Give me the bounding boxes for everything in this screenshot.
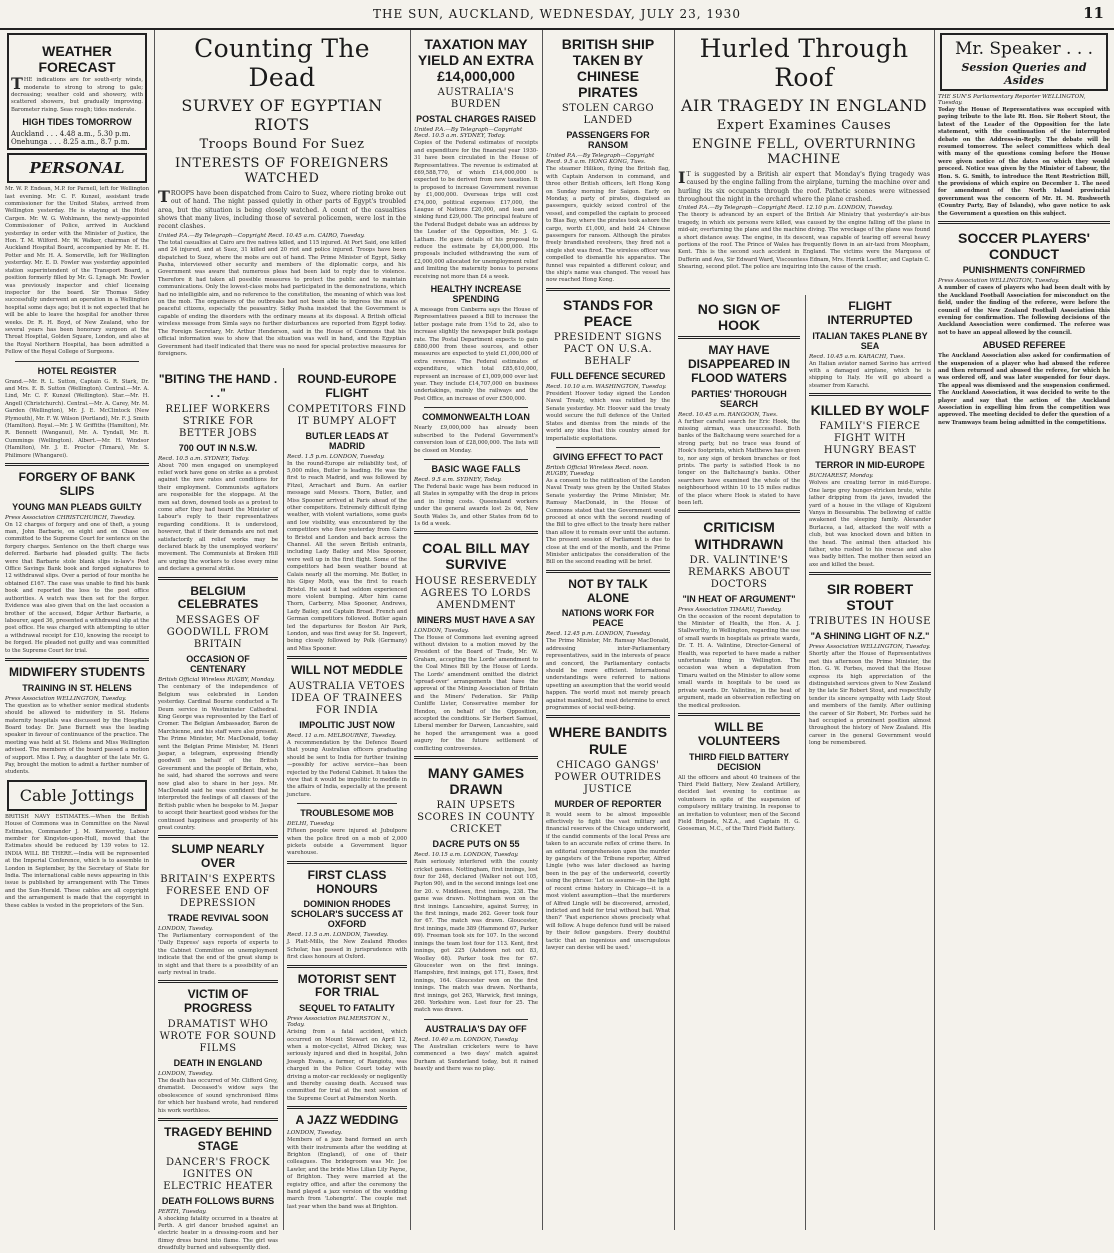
bandits-deck2: MURDER OF REPORTER bbox=[554, 798, 662, 809]
tragedy-text: A shocking fatality occurred in a theatre at Perth. A girl dancer brushed against an electric heater in a dressing-room and her flimsy dress burst into flame. The girl was dreadfully burned and subsequently died. bbox=[158, 1215, 278, 1252]
criticism-deck1: DR. VALINTINE'S REMARKS ABOUT DOCTORS bbox=[688, 554, 790, 590]
heavy-text: A message from Canberra says the House of Representatives passed a Bill to increase the letter postage rate from 1½d to 2d, also to increase slightly the newspaper bulk postage rate. The Postal Department expects to gain £880,000 from these sources, and other measures are expected to yield £1,000,000 of extra revenue. The Federal estimates of expenditure, which total £85,610,000, represent an increase of £1,009,000 over last year. They include £14,707,000 on business undertakings, mainly the railways and the Post Office, an increase of over £500,000. bbox=[414, 307, 538, 402]
column-2 bbox=[154, 30, 409, 1252]
forgery-credit: Press Association CHRISTCHURCH, Tuesday. bbox=[5, 514, 136, 521]
bandits-text: It would seem to be almost impossible effectively to fight the vast military and financial reserves of the Chicago underworld, if the candid comments of the local Press are taken to an accurate reflex of crime there. In an editorial comprehension upon the murder by gangsters of the Tribune reporter, Alfred Lingle (who was later disclosed as having been in the pay of the underworld, covertly using the phrase: 'Let us assume—in the light of recent crime history in Chicago—it is a most violent assumption—that the murderers of Alfred Lingle will be discovered, arrested, indicted and held for trial without bail. What then?' 'Past experience shows precisely what will follow. A huge defence fund will be raised by their fellow gangsters. Every doubtful tactic that an ingenious and unscrupulous lawyer can devise will be used.' bbox=[546, 811, 670, 951]
midwifery-deck: TRAINING IN ST. HELENS bbox=[22, 682, 132, 693]
battery-deck1: THIRD FIELD BATTERY DECISION bbox=[689, 751, 789, 772]
hotel-text: Grand.—Mr. R. L. Sutton, Captain G. R. Stark, Dr. and Mrs. E. B. Sutton (Wellington). Central.—Mr. A. Lind, Mr. C. F. Kunzel (Wellington). Star.—Mr. H. Angell (Christchurch). Central.—Mr. A. Carey, Mr. M. Garden (Wellington), Mr. J. E. McClintock (New Plymouth), Mr. F. W. Wilson (Portland), Mr. F. J. Smith (Hamilton). Royal.—Mr. J. W. Griffiths (Hamilton), Mr. R. Bennett (Wanganui), Mr. A. Tyndall, Mr. R. Cummings (Wellington). Albert.—Mr. H. Windsor (Hamilton), Mr. J. E. Proctor (Timaru), Mr. S. Philimore (Whangarei). bbox=[5, 378, 149, 459]
midwifery-heading: MIDWIFERY STUDENTS bbox=[8, 664, 145, 679]
wolf-credit: BUCHAREST, Monday. bbox=[809, 473, 874, 480]
victim-credit: LONDON, Tuesday. bbox=[158, 1071, 213, 1078]
biting-credit: Recd. 10.5 a.m. SYDNEY, Today. bbox=[158, 455, 250, 462]
ship-text: The steamer Hilikon, flying the British flag, with Captain Anderson in command, and three other British officers, left Hong Kong on Sunday morning for Saigon. Early on Monday, a party of pirates, disguised as passengers, quickly seized control of the vessel, and compelled the captain to proceed to Bias Bay, where the pirates took ashore the cargo, worth £1,000, and held 24 Chinese passengers for ransom. Although the pirates freely brandished revolvers, they fired not a single shot was fired. The wireless officer was compelled to dismantle his apparatus. The funnel was repainted a different colour, and the ship's name was changed. The vessel has now reached Hong Kong. bbox=[546, 166, 670, 284]
coal-credit: LONDON, Tuesday. bbox=[414, 627, 469, 634]
stout-text: Shortly after the House of Representatives met this afternoon the Prime Minister, the Hon. G. W. Forbes, moved that the House express its high appreciation of the distinguished services given to New Zealand by the late Sir Robert Stout, and respectfully tender its sincere sympathy with Lady Stout and members of the family. After outlining the career of Sir Robert, Mr. Forbes said he had occupied a prominent position almost throughout the history of New Zealand. His career in the general Government would long be remembered. bbox=[809, 651, 931, 747]
column-3 bbox=[410, 30, 541, 1230]
column-5 bbox=[674, 30, 933, 1230]
slump-deck1: BRITAIN'S EXPERTS FORESEE END OF DEPRESSION bbox=[160, 874, 276, 909]
roof-deck2: ENGINE FELL, OVERTURNING MACHINE bbox=[692, 136, 916, 168]
roof-deck1: Expert Examines Causes bbox=[716, 118, 892, 133]
round-deck1: COMPETITORS FIND IT BUMPY ALOFT bbox=[287, 403, 407, 427]
flood-heading: MAY HAVE DISAPPEARED IN FLOOD WATERS bbox=[687, 343, 791, 385]
many-deck2: DACRE PUTS ON 55 bbox=[432, 839, 520, 850]
soccer-text: A number of cases of players who had been dealt with by the Auckland Football Association for misconduct on the field, under the finding of the referee, were before the council of the New Zealand Football Association this evening for confirmation. The following decisions of the Auckland Association were confirmed. The referee was not to have an appeal allowed by the council. bbox=[938, 285, 1110, 336]
personal-box bbox=[7, 153, 147, 183]
interrupted-heading: FLIGHT INTERRUPTED bbox=[827, 299, 913, 327]
egypt-banner: Counting The Dead bbox=[194, 34, 370, 92]
column-4 bbox=[542, 30, 673, 1230]
ship-credit: United P.A.—By Telegraph—Copyright Recd. 9.5 a.m. HONG KONG, Tues. bbox=[546, 153, 655, 166]
day-heading: AUSTRALIA'S DAY OFF bbox=[425, 1023, 527, 1034]
wage-credit: Recd. 9.5 a.m. SYDNEY, Today. bbox=[414, 476, 502, 483]
stout-deck1: TRIBUTES IN HOUSE bbox=[809, 616, 931, 628]
soccer-credit: Press Association WELLINGTON, Tuesday. bbox=[938, 278, 1060, 285]
giving-heading: GIVING EFFECT TO PACT bbox=[552, 451, 664, 462]
stout-credit: Press Association WELLINGTON, Tuesday. bbox=[809, 644, 931, 651]
motorist-heading: MOTORIST SENT FOR TRIAL bbox=[297, 971, 397, 1000]
jazz-credit: LONDON, Tuesday. bbox=[287, 1130, 342, 1137]
ship-heading: BRITISH SHIP TAKEN BY CHINESE PIRATES bbox=[561, 36, 655, 101]
victim-heading: VICTIM OF PROGRESS bbox=[183, 987, 252, 1016]
nosign-heading: NO SIGN OF HOOK bbox=[697, 301, 781, 334]
victim-text: The death has occurred of Mr. Clifford Grey, dramatist. Deceased's widow says the obsolescence of sound synchronised films for which her husband wrote, had rendered his work worthless. bbox=[158, 1078, 278, 1114]
biting-heading: "BITING THE HAND . . ." bbox=[158, 372, 278, 400]
ship-deck2: PASSENGERS FOR RANSOM bbox=[566, 130, 650, 151]
belgium-deck1: MESSAGES OF GOODWILL FROM BRITAIN bbox=[166, 615, 270, 651]
cable-heading: Cable Jottings bbox=[19, 785, 135, 805]
flood-deck1: PARTIES' THOROUGH SEARCH bbox=[691, 388, 787, 409]
tragedy-deck2: DEATH FOLLOWS BURNS bbox=[161, 1195, 275, 1206]
coal-deck1: HOUSE RESERVEDLY AGREES TO LORDS AMENDMENT bbox=[415, 575, 537, 611]
egypt-deck2: INTERESTS OF FOREIGNERS WATCHED bbox=[175, 155, 389, 187]
peace-deck1: PRESIDENT SIGNS PACT ON U.S.A. BEHALF bbox=[553, 332, 663, 368]
wage-heading: BASIC WAGE FALLS bbox=[431, 463, 521, 474]
tides-heading: HIGH TIDES TOMORROW bbox=[22, 117, 132, 128]
round-credit: Recd. 1.5 p.m. LONDON, Tuesday. bbox=[287, 453, 385, 460]
troublesome-credit: DELHI, Tuesday. bbox=[287, 821, 335, 828]
tragedy-credit: PERTH, Tuesday. bbox=[158, 1208, 207, 1215]
egypt-text: The total casualties at Cairo are five natives killed, and 115 injured. At Port Said, one killed and 24 injured, and at Suez, 31 killed and 20 riot and police injured. Troops have been dispatched to Suez, where the mobs are out of hand. The Prime Minister of Egypt, Sidky Pasha, interviewed other security and members of the diplomatic corps, and his Government was aware that numerous pleas had been laid to reply due to violence. Therefore it had taken all possible measures to protect the public and to maintain communications. Only the lowest-class mobs had participated in the demonstrations, which had no intelligible aim, and no reference to the constitution, the meaning of which was lost on the mob. The organisers of the outbreaks had not been able to impress the mass of peaceful citizens, especially the peasantry. Sidky Pasha insisted that the Government is capable of ending the disorders with the ordinary means at its disposal. A British official wireless message from Simla says no further disturbances are reported from Egypt today. The Foreign Secretary, Mr. Arthur Henderson, said in the House of Commons that his official information was to show that the situation was well in hand, and the Egyptian Government had itself indicated that there was no need for special protective measures for foreigners. bbox=[158, 239, 406, 357]
abused-text: The Auckland Association also asked for confirmation of the suspension of a player who had abused the referee and then returned and abused the referee, for which he was ordered off, and was later suspended for four days. The appeal was dismissed and the suspension confirmed. The Auckland Association, it was decided to write to the player and say that the action of the Auckland Association in expelling him from the competition was approved. The meeting decided to defer the question of a new Tramways team being admitted in the competitions. bbox=[938, 353, 1110, 426]
column-6 bbox=[934, 30, 1113, 1230]
roof-lead: IT is suggested by a British air expert that Monday's flying tragedy was caused by the engine falling from the airplane, turning the machine over and hurling its six occupants through the roof. Pathetic scenes were witnessed throughout the night in the orchard where the plane crashed. bbox=[678, 167, 930, 203]
belgium-deck2: OCCASION OF CENTENARY bbox=[186, 654, 250, 675]
flood-credit: Recd. 10.45 a.m. RANGOON, Tues. bbox=[678, 411, 778, 418]
notbytalk-text: The Prime Minister, Mr. Ramsay MacDonald, addressing inter-Parliamentary representatives, said in the interests of peace and concord, the Parliamentary contacts should be more efficient. International understandings were referred to nations upsetting an assumption that the world would happen. The world must not merely preach against mankind, but must determine to erect programmes of social well-being. bbox=[546, 638, 670, 712]
wolf-heading: KILLED BY WOLF bbox=[810, 402, 930, 419]
taxation-heading: TAXATION MAY YIELD AN EXTRA £14,000,000 bbox=[417, 36, 535, 85]
egypt-deck1: Troops Bound For Suez bbox=[199, 137, 365, 152]
abused-heading: ABUSED REFEREE bbox=[982, 340, 1066, 351]
speaker-credit: THE SUN'S Parliamentary Reporter WELLINGTON, Tuesday. bbox=[938, 94, 1086, 106]
tragedy-deck1: DANCER'S FROCK IGNITES ON ELECTRIC HEATER bbox=[163, 1156, 273, 1192]
criticism-credit: Press Association TIMARU, Tuesday. bbox=[678, 606, 782, 613]
hotel-heading: HOTEL REGISTER bbox=[37, 365, 117, 376]
stout-deck2: "A SHINING LIGHT OF N.Z." bbox=[810, 631, 930, 642]
meddle-deck2: IMPOLITIC JUST NOW bbox=[299, 719, 395, 730]
slump-credit: LONDON, Tuesday. bbox=[158, 926, 213, 932]
commonwealth-heading: COMMONWEALTH LOAN bbox=[422, 412, 530, 423]
slump-text: The Parliamentary correspondent of the 'Daily Express' says reports of experts to the Cabinet Committee on unemployment indicate that the end of the great slump is in sight and that there is a possibility of an early revival in trade. bbox=[158, 933, 278, 977]
slump-heading: SLUMP NEARLY OVER bbox=[171, 842, 265, 871]
weather-heading: WEATHER FORECAST bbox=[38, 43, 116, 76]
egypt-headline: SURVEY OF EGYPTIAN RIOTS bbox=[181, 96, 383, 134]
day-text: The Australian cricketers were to have commenced a two days' match against Durham at Sunderland today, but it rained heavily and there was no play. bbox=[414, 1043, 538, 1072]
forgery-deck: YOUNG MAN PLEADS GUILTY bbox=[12, 501, 142, 512]
coal-heading: COAL BILL MAY SURVIVE bbox=[422, 540, 530, 573]
column-5-left bbox=[675, 295, 803, 1230]
wolf-deck2: TERROR IN MID-EUROPE bbox=[815, 460, 925, 471]
taxation-text: Copies of the Federal estimates of receipts and expenditure for the financial year 1930-31 have been circulated in the House of Representatives. The revenue is estimated at £69,588,770, of which £14,000,000 is expected to be derived from new taxation. It is proposed to increase Government revenue by £1,000,000. Overseas trips will cost £74,000, political expenses £17,000, the League of Nations £20,000, and loan and sinking fund £29,000. The principal feature of the Federal Budget debate was an address by the Leader of the Opposition, Mr. J. G. Latham. He gave details of his proposal to reduce the estimate by £4,000,000. His proposals included withdrawing the sum of £2,000,000 allocated for unemployment relief and limiting the maternity bonus to persons receiving not more than £4 a week. bbox=[414, 140, 539, 280]
taxation-credit: United P.A.—By Telegraph—Copyright Recd. 10.5 a.m. SYDNEY, Today. bbox=[414, 127, 523, 140]
notbytalk-deck1: NATIONS WORK FOR PEACE bbox=[561, 608, 655, 629]
soccer-deck1: PUNISHMENTS CONFIRMED bbox=[962, 265, 1086, 276]
soccer-heading: SOCCER PLAYERS' CONDUCT bbox=[958, 230, 1090, 263]
many-deck1: RAIN UPSETS SCORES IN COUNTY CRICKET bbox=[417, 800, 535, 836]
taxation-deck1: AUSTRALIA'S BURDEN bbox=[437, 87, 515, 111]
cable-box bbox=[7, 780, 147, 811]
motorist-text: Arising from a fatal accident, which occurred on Mount Stewart on April 12, when a motor-cyclist, Alfred Dickey, was seriously injured and died in hospital, John Joseph Evans, a farmer, of Rangiotu, was charged in the Police Court today with driving a motor-car recklessly or negligently and thereby causing death. Accused was committed for trial at the next session of the Supreme Court at Palmerston North. bbox=[287, 1029, 407, 1102]
victim-deck2: DEATH IN ENGLAND bbox=[173, 1058, 263, 1069]
heavy-heading: HEALTHY INCREASE SPENDING bbox=[430, 284, 522, 304]
interrupted-credit: Recd. 10.45 a.m. KARACHI, Tues. bbox=[809, 353, 906, 360]
masthead-title: THE SUN, AUCKLAND, WEDNESDAY, JULY 23, 1930 bbox=[373, 7, 741, 21]
criticism-text: On the occasion of the recent deputation to the Minister of Health, the Hon. A. J. Stallworthy, in Wellington, regarding the use of small wards in hospitals as private wards, Dr. T. H. A. Valintine, Director-General of Health, was reported to have made a rather unfortunate thing in Wellington. The occasion was when a deputation from Timaru waited on the Minister to allow some small wards in hospitals to be used as private wards. Dr. Valintine, in the heat of argument, made an observation reflecting on the medical profession. bbox=[678, 613, 800, 709]
meddle-deck1: AUSTRALIA VETOES IDEA OF TRAINEES FOR INDIA bbox=[288, 680, 406, 716]
taxation-deck2: POSTAL CHARGES RAISED bbox=[416, 114, 536, 125]
personal-heading: PERSONAL bbox=[29, 159, 125, 178]
giving-text: As a consent to the ratification of the London Naval Treaty was given by the United States Senate yesterday the Prime Minister, Mr. Ramsay MacDonald, in the House of Commons stated that the Government would proceed at once with the second reading of the Bill to give effect to the treaty here rather than allow it to remain over until the autumn. The present session of Parliament is due to close at the end of the month, and the Prime Minister anticipates the consideration of the Bill on the second reading will be brief. bbox=[546, 477, 670, 566]
honours-deck1: DOMINION RHODES SCHOLAR'S SUCCESS AT OXFORD bbox=[290, 899, 404, 930]
speaker-sub: Session Queries and Asides bbox=[961, 61, 1087, 87]
wolf-text: Wolves are creating terror in mid-Europe. One large grey hunger-stricken brute, white lather dripping from its jaws, invaded the yard of a house in the village of Kigulzeni Vanya in Bessarabia. The bellowing of cattle awakened the sleeping family. Alexander Burlacea, a lad, attacked the wolf with a club, but was knocked down and bitten in the head. The animal then attacked his father, who rushed to his rescue and also was badly bitten. The mother then seized an axe and killed the beast. bbox=[809, 480, 931, 568]
page-number: 11 bbox=[1083, 4, 1104, 22]
flood-text: A further careful search for Eric Hook, the missing airman, was unsuccessful. Both banks of the Baltchaung were searched for a strong party, but no trace was found of Hook's footprints, which Matthews has given to, nor any sign of broken branches or foot prints. The party is satisfied Hook is no longer on the Baltchaung's banks. Other searchers have examined the whole of the neighbourhood within 10 to 15 miles radius of the place where Hook is stated to have been left. bbox=[678, 418, 800, 507]
victim-deck1: DRAMATIST WHO WROTE FOR SOUND FILMS bbox=[159, 1019, 277, 1055]
roof-banner: Hurled Through Roof bbox=[699, 34, 909, 92]
meddle-credit: Recd. 11 a.m. MELBOURNE, Tuesday. bbox=[287, 732, 397, 739]
belgium-text: The centenary of the independence of Belgium was celebrated in London yesterday. Cardinal Bourne conducted a Te Deum service in Westminster Cathedral. King George was represented by the Earl of Cromer. The Belgian Ambassador, Baron de Marchienne, and his staff were also present. The Prime Minister, Mr. MacDonald, today sent the Belgian Prime Minister, M. Henri Jaspar, a telegram, expressing friendly goodwill on behalf of the British Government and the people of Britain, who, he said, had shared the sorrows and were now glad also to share in her joys. Mr. MacDonald said he was confident that he interpreted the feelings of all classes of the British public when he bespoke to M. Jaspar to accept their heartiest good wishes for the continued happiness and prosperity of his great country. bbox=[158, 684, 278, 831]
notbytalk-credit: Recd. 12.45 p.m. LONDON, Tuesday. bbox=[546, 631, 651, 638]
speaker-text: Today the House of Representatives was occupied with paying tribute to the late Rt. Hon. Sir Robert Stout, the latest of the Leader of the Opposition for the late statement, with the continuation of the interrupted debate on the Address-in-Reply. The debate will be resumed tomorrow. The select committees which deal with many of the questions coming before the House were given notice of the dates on which they would proceed. Notice was given by the Minister of Labour, the Hon. S. G. Smith, to introduce the Rent Restriction Bill, the provisions of which expire on December 1. The need for amendment of the North Island provincial government was the concern of Mr. H. M. Rushworth (Country Party, Bay of Islands), who gave notice to ask the Government a question on this subject. bbox=[938, 107, 1110, 217]
honours-text: J. Platt-Mills, the New Zealand Rhodes Scholar, has passed in jurisprudence with first class honours at Oxford. bbox=[287, 939, 407, 961]
midwifery-credit: Press Association WELLINGTON, Tuesday. bbox=[5, 695, 127, 702]
tragedy-heading: TRAGEDY BEHIND STAGE bbox=[164, 1125, 272, 1153]
roof-headline: AIR TRAGEDY IN ENGLAND bbox=[680, 96, 928, 115]
coal-deck2: MINERS MUST HAVE A SAY bbox=[416, 614, 536, 625]
cable-text: BRITISH NAVY ESTIMATES.—When the British House of Commons was in Committee on the Naval Estimates, Commander J. M. Kenworthy, Labour member for Kingston-upon-Hull, moved that the Estimates should be reduced by 139 votes to 12. INDIA WILL BE THERE.—India will be represented at the Imperial Conference, which is to assemble in London in September, by the Secretary of State for India. The international cable news appearing in this issue is published by arrangement with The Times and the Sun-Herald. These cables are all copyright and the arrangement is made that the copyright in these cables is vested in the proprietors of the Sun. bbox=[5, 813, 149, 909]
wage-text: The Federal basic wage has been reduced in all States in sympathy with the drop in prices and in living costs. Queensland workers under the general awards lost 2s 6d, New South Wales 3s, and other States from 6d to 1s 6d a week. bbox=[414, 483, 538, 527]
biting-text: About 700 men engaged on unemployed relief work have gone on strike as a protest against the new rates and conditions for their employment. Communists agitators are responsible for the stoppage. At the men sat down, downed tools as a protest to come after they had heard the Minister of Labour's reply to their representatives regarding conditions. It is understood, however, that if their demands are not met satisfactorily all relief works may be declared black by the unemployed workers' movement. The Communists at Broken Hill are urging the workers to close every mine and declare a general strike. bbox=[158, 462, 278, 573]
many-text: Rain seriously interfered with the county cricket games. Nottingham, first innings, lost four for 248, declared (Walker not out 105, Payton 90), and in the second innings lost one for 20. v. Middlesex, first innings, 238. The game was drawn. Nottingham won on the first innings. Lancashire, against Surrey, in the first innings, made 262. Gover took four for 67. The match was drawn. Gloucester, first innings, made 389 (Hammond 67, Parker 69). Freeman took six for 107. In the second innings the team lost four for 113. Kent, first innings, got 225 (Ashdown not out 83, Woolley 68). Parker took five for 67. Gloucester won on the first innings. Hampshire, first innings, got 171, Essex, first innings, 164. Gloucester won on the first innings. The match was drawn. Northants, first innings, got 263, Warwick, first innings, 260. Yorkshire won. Lost four for 25. The match was drawn. bbox=[414, 859, 538, 1014]
interrupted-deck1: ITALIAN TAKES PLANE BY SEA bbox=[812, 330, 928, 351]
speaker-heading: Mr. Speaker . . . bbox=[954, 39, 1094, 59]
tide-row: Onehunga . . . 8.25 a.m., 8.7 p.m. bbox=[11, 138, 130, 147]
commonwealth-text: Nearly £9,000,000 has already been subscribed to the Federal Government's conversion loan of £28,000,000. The lists will be closed on Monday. bbox=[414, 425, 538, 454]
battery-text: All the officers and about 40 trainees of the Third Field Battery, New Zealand Artillery, decided last evening to continue as volunteers in spite of the suspension of compulsory military training. In response to an invitation to volunteer, men of the Second Field Brigade, N.Z.A., and Captain H. G. Gooseman, M.C., of the Third Field Battery. bbox=[678, 774, 800, 833]
round-text: In the round-Europe air reliability test, of 5,000 miles, Butler is leading. He was the first to reach Madrid, and was followed by Fitzel, Arrachart and Burn. An earlier message said Messrs. Thorn, Butler, and Miss Spooner arrived at Paris ahead of the other competitors. Extremely difficult flying weather, with violent variations, some gusts and low visibility, was encountered by the competitors who flew yesterday from Cairo to Bristol and London and back across the Channel. All the seven British entrants, including Lady Bailey and Miss Spooner, were well up in the first flight. Some of the competitors had been weather bound at Calais nearly all the morning. Mr. Butler, in his Gipsy Moth, was the first to reach Bristol. He said it had seldom experienced more violent bumping. After him came Thorn, Carberry, Miss Spooner, Andrews, Lady Bailey, and Captain Broad. French and German competitors followed. Butler again led the departures for Boston Air Park, London, and was first away for St. Ingevert, being closely followed by Polk (Germany) and Miss Spooner. bbox=[287, 460, 407, 652]
honours-credit: Recd. 11.5 a.m. LONDON, Tuesday. bbox=[287, 932, 388, 939]
egypt-credit: United P.A.—By Telegraph—Copyright Recd. 10.45 a.m. CAIRO, Tuesday. bbox=[158, 232, 365, 239]
many-credit: Recd. 10.15 a.m. LONDON, Tuesday. bbox=[414, 852, 519, 859]
giving-credit: British Official Wireless Recd. noon. RUGBY, Tuesday. bbox=[546, 464, 649, 477]
bandits-deck1: CHICAGO GANGS' POWER OUTRIDES JUSTICE bbox=[554, 759, 662, 795]
peace-heading: STANDS FOR PEACE bbox=[563, 296, 653, 329]
motorist-deck1: SEQUEL TO FATALITY bbox=[299, 1003, 395, 1014]
day-credit: Recd. 10.40 a.m. LONDON, Tuesday. bbox=[414, 1036, 519, 1043]
column-5-right bbox=[805, 295, 934, 1230]
meddle-text: A recommendation by the Defence Board that young Australian officers graduating should be sent to India for further training—possibly for active service—has been rejected by the Federal Cabinet. It takes the view that it would be impolitic to meddle in the affairs of India, especially at the present juncture. bbox=[287, 739, 407, 798]
egypt-lead: TROOPS have been dispatched from Cairo to Suez, where rioting broke out out of hand. The night passed quietly in other parts of Egypt's troubled area, but the situation is being closely watched. A count of the casualties shows that many lives, including those of several policemen, were lost in the recent clashes. bbox=[158, 186, 406, 231]
weather-box bbox=[7, 33, 147, 150]
forgery-text: On 12 charges of forgery and one of theft, a young man, John Barbarie, on eight and on Chase on committed to the Supreme Court for sentence on the forgery charges. Sentence on the theft charge was deferred. Barbarie had pleaded guilty. The facts were that Barbarie stole blank slips in-law's Post Office Savings Bank book and forged signatures to 12 withdrawal slips. Over a period of four months he obtained £167. The case was unable to find his bank book and reported the loss to the post office authorities. A watch was then set for the forger. Evidence was also given that on the last occasion a brother of the accused, Edgar Arthur Barbarie, a labourer, aged 36, presented a withdrawal slip at the post office. He was charged with attempting to utter a withdrawal receipt for £10, knowing the receipt to be forged. He pleaded not guilty and was committed to the Supreme Court for trial. bbox=[5, 521, 149, 654]
jazz-heading: A JAZZ WEDDING bbox=[295, 1113, 399, 1128]
personal-text: Mr. W. P. Endean, M.P. for Parnell, left for Wellington last evening. Mr. C. F. Kunzel, assistant trade commissioner for the United States, arrived from Wellington yesterday. He is staying at the Hotel Cargen. Mr. W. G. Wohlmann, the newly-appointed Commissioner of Police, arrived in Auckland yesterday in order with the Minister of Justice, the Hon. T. M. Wilford. Mr. W. Walker, chairman of the Auckland Hospital Board, accompanied by Mr. E. H. Potter and Mr. H. A. Somerville, left for Wellington yesterday. Mr. E. D. Fowler was yesterday appointed station superintendent of the Transport Board, a position formerly filled by Mr. G. Lynagh. Mr. Fowler was previously inspector and chief licensing inspector for the board. Sir Thomas Sidey successfully underwent an operation in a Wellington hospital some days ago; but it is not expected that he will be able to leave the hospital for another three weeks. Dr. R. H. Boyd, of New Zealand, who for several years has been honorary surgeon at the Throat Hospital, Golden Square, London, and also at the Royal Northern Hospital, has been admitted a Fellow of the Royal College of Surgeons. bbox=[5, 186, 149, 356]
column-2-right bbox=[283, 368, 410, 1230]
column-1 bbox=[2, 30, 152, 1230]
slump-deck2: TRADE REVIVAL SOON bbox=[167, 913, 269, 923]
belgium-heading: BELGIUM CELEBRATES bbox=[177, 583, 259, 612]
notbytalk-heading: NOT BY TALK ALONE bbox=[568, 576, 648, 605]
round-heading: ROUND-EUROPE FLIGHT bbox=[297, 372, 397, 400]
coal-text: The House of Commons last evening agreed without division to a motion moved by the President of the Board of Trade, Mr. W. Graham, accepting the Lords' amendment to the Coal Mines Bill by the House of Lords. The Lords' amendment omitted the district 'spread-over' arrangements that have the approval of the Mining Association of Britain and the Miners' Federation. Sir Philip Cunliffe Lister, Conservative member for Hendon, on behalf of the Opposition, accepted the conditions. Sir Herbert Samuel, Liberal member for Darwen, Lancashire, said he hoped the arrangement was a good augury for the future settlement of conflicting controversies. bbox=[414, 634, 538, 752]
honours-heading: FIRST CLASS HONOURS bbox=[307, 867, 387, 896]
roof-credit: United P.A.—By Telegraph—Copyright Recd. 12.10 p.m. LONDON, Tuesday. bbox=[678, 205, 893, 212]
roof-text: The theory is advanced by an expert of the British Air Ministry that yesterday's air-bus tragedy, in which six persons were killed, was caused by the engine falling off the plane in mid-air, overturning the plane and the machine diving. The wreckage of the plane was found a short distance away. The engine, in its descent, was capable of tearing off several heavy portions of the roof. The Prince of Wales has frequently flown in an air-taxi from Meopham, Kent. This is the second such accident in England. The victims were the Marquess of Dufferin and Ava, Sir Edward Ward, Viscountess Ednam, Mrs. Henrik Loeffler, and Captain C. Shearing, second pilot. The police are inquiring into the cause of the crash. bbox=[678, 212, 930, 271]
peace-deck2: FULL DEFENCE SECURED bbox=[550, 371, 666, 382]
belgium-credit: British Official Wireless RUGBY, Monday. bbox=[158, 677, 275, 684]
stout-heading: SIR ROBERT STOUT bbox=[826, 581, 914, 614]
biting-deck2: 700 OUT IN N.S.W. bbox=[178, 442, 258, 453]
troublesome-heading: TROUBLESOME MOB bbox=[300, 808, 394, 819]
jazz-text: Members of a jazz band formed an arch with their instruments after the wedding at Brighton (England), of one of their colleagues. The bridegroom was Mr. Joe Lawler, and the bride Miss Lilian Lily Payne, of Brighton. They were married at the registry office, and after the ceremony the band played a jazz version of the wedding march from 'Lohengrin'. The couple met last year when the band was at Brighton. bbox=[287, 1137, 407, 1210]
battery-heading: WILL BE VOLUNTEERS bbox=[697, 719, 780, 748]
motorist-credit: Press Association PALMERSTON N., Today. bbox=[287, 1016, 391, 1029]
criticism-deck2: "IN HEAT OF ARGUMENT" bbox=[682, 593, 796, 604]
wolf-deck1: FAMILY'S FIERCE FIGHT WITH HUNGRY BEAST bbox=[819, 421, 921, 457]
round-deck2: BUTLER LEADS AT MADRID bbox=[305, 430, 389, 451]
forgery-heading: FORGERY OF BANK SLIPS bbox=[18, 470, 136, 498]
meddle-heading: WILL NOT MEDDLE bbox=[291, 663, 403, 678]
column-2-left bbox=[155, 368, 281, 1252]
tide-row: Auckland . . . 4.48 a.m., 5.30 p.m. bbox=[11, 130, 131, 139]
masthead bbox=[0, 0, 1114, 30]
ship-deck1: STOLEN CARGO LANDED bbox=[561, 103, 655, 127]
biting-deck1: RELIEF WORKERS STRIKE FOR BETTER JOBS bbox=[165, 403, 271, 439]
criticism-heading: CRITICISM WITHDRAWN bbox=[694, 519, 784, 552]
peace-text: President Hoover today signed the London Naval Treaty, which was ratified by the Senate yesterday. Mr. Hoover said the treaty would secure the full defence of the United States and dismiss from the minds of the world any idea that this country aimed for imperialistic exploitations. bbox=[546, 391, 670, 442]
troublesome-text: Fifteen people were injured at Jubulpore when the police fired on a mob of 2,000 pickets outside a Government liquor warehouse. bbox=[287, 828, 407, 857]
midwifery-text: The question as to whether senior medical students should be allowed to midwifery in St. Helens maternity hospitals was discussed by the Hospitals Board today. Dr. Jane Burnett was the leading speaker in favour of continuance of the practice. The meeting was held at St. Helens and Miss Wellington advised. The members of the board passed a motion of support. Miss I. Pay, a daughter of the late Mr. G. Pay, brought the motion to admit a further number of students. bbox=[5, 702, 149, 776]
peace-credit: Recd. 10.10 a.m. WASHINGTON, Tuesday. bbox=[546, 384, 667, 391]
interrupted-text: An Italian aviator named Savino has arrived with a damaged airplane, which he is shipping to Italy. He will go aboard a steamer from Karachi. bbox=[809, 360, 931, 389]
speaker-box bbox=[940, 33, 1108, 91]
weather-text: THE indications are for south-erly winds, moderate to strong to strong to gale; decreasing; weather cold and showery, with scattered showers, but gradually improving. Barometer rising. Seas rough; tides moderate. bbox=[11, 74, 143, 113]
bandits-heading: WHERE BANDITS RULE bbox=[548, 724, 668, 757]
many-heading: MANY GAMES DRAWN bbox=[427, 765, 525, 798]
